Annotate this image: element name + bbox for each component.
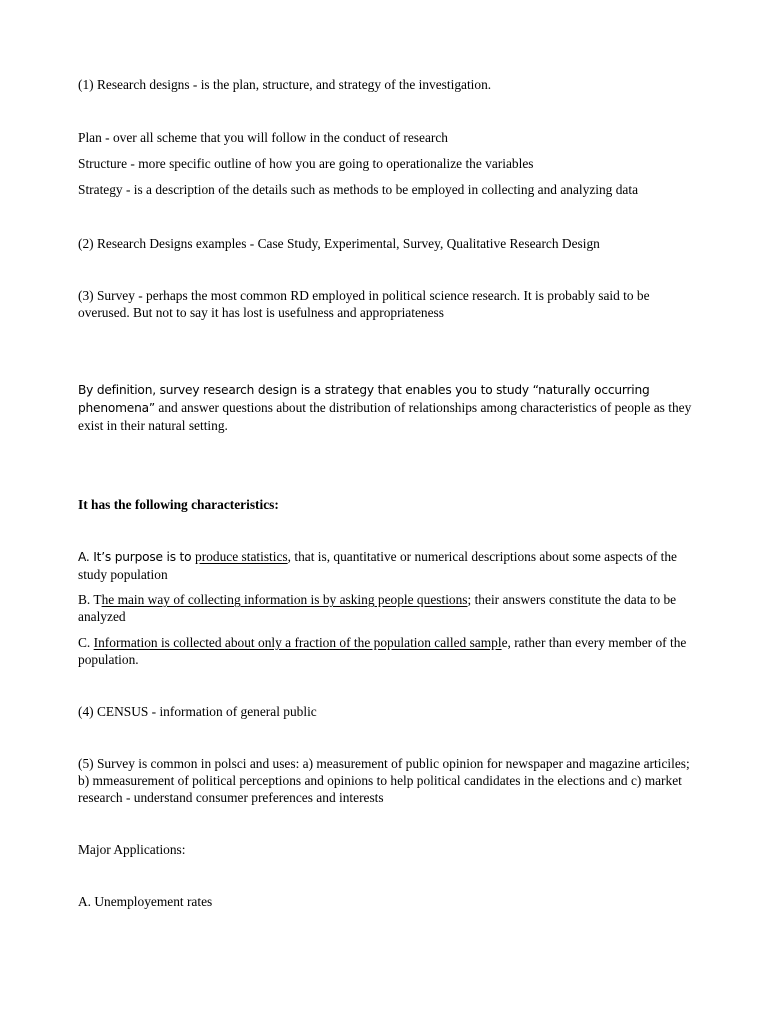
characteristic-b-underlined: he main way of collecting information is by asking people questions	[101, 592, 468, 607]
paragraph-census: (4) CENSUS - information of general public	[78, 704, 317, 719]
paragraph-research-designs: (1) Research designs - is the plan, structure, and strategy of the investigation.	[78, 77, 492, 92]
paragraph-plan: Plan - over all scheme that you will follow in the conduct of research	[78, 130, 448, 145]
definition-rest-text: and answer questions about the distribution of relationships among characteristics of people as they exist in their natural setting.	[78, 400, 692, 433]
paragraph-survey-uses: (5) Survey is common in polsci and uses: a) measurement of public opinion for newspaper and magazine articiles; b) mmeasurement of political perceptions and opinions to help political candidates in the elections and c) market research - understand consumer preferences and interests	[78, 756, 690, 805]
paragraph-research-designs-examples: (2) Research Designs examples - Case Study, Experimental, Survey, Qualitative Research Design	[78, 236, 600, 251]
definition-lead-text: By definition, survey research design is a strategy that enables you to study “naturally occurring phenomena”	[78, 383, 650, 415]
paragraph-definition	[78, 381, 704, 434]
characteristic-a-underlined: produce statistics	[195, 549, 288, 564]
characteristic-a-suffix: , that is, quantitative or numerical descriptions about some aspects of the study population	[78, 549, 677, 582]
paragraph-strategy: Strategy - is a description of the details such as methods to be employed in collecting and analyzing data	[78, 182, 639, 197]
paragraph-major-applications: Major Applications:	[78, 842, 186, 857]
characteristic-b	[78, 591, 704, 625]
characteristic-a-prefix: A. It’s purpose is to	[78, 550, 196, 564]
characteristic-b-prefix: B. T	[78, 592, 102, 607]
characteristic-c-underlined: Information is collected about only a fraction of the population called sampl	[93, 635, 502, 650]
characteristic-a	[78, 548, 704, 583]
paragraph-structure: Structure - more specific outline of how you are going to operationalize the variables	[78, 156, 534, 171]
characteristic-b-suffix: ; their answers constitute the data to be analyzed	[78, 592, 677, 624]
characteristic-c-prefix: C.	[78, 635, 94, 650]
characteristic-c-suffix: e, rather than every member of the population.	[78, 635, 687, 667]
characteristic-c	[78, 634, 704, 668]
paragraph-survey: (3) Survey - perhaps the most common RD employed in political science research. It is probably said to be overused. But not to say it has lost is usefulness and appropriateness	[78, 288, 650, 320]
characteristics-heading: It has the following characteristics:	[78, 497, 279, 512]
paragraph-unemployment: A. Unemployement rates	[78, 894, 213, 909]
